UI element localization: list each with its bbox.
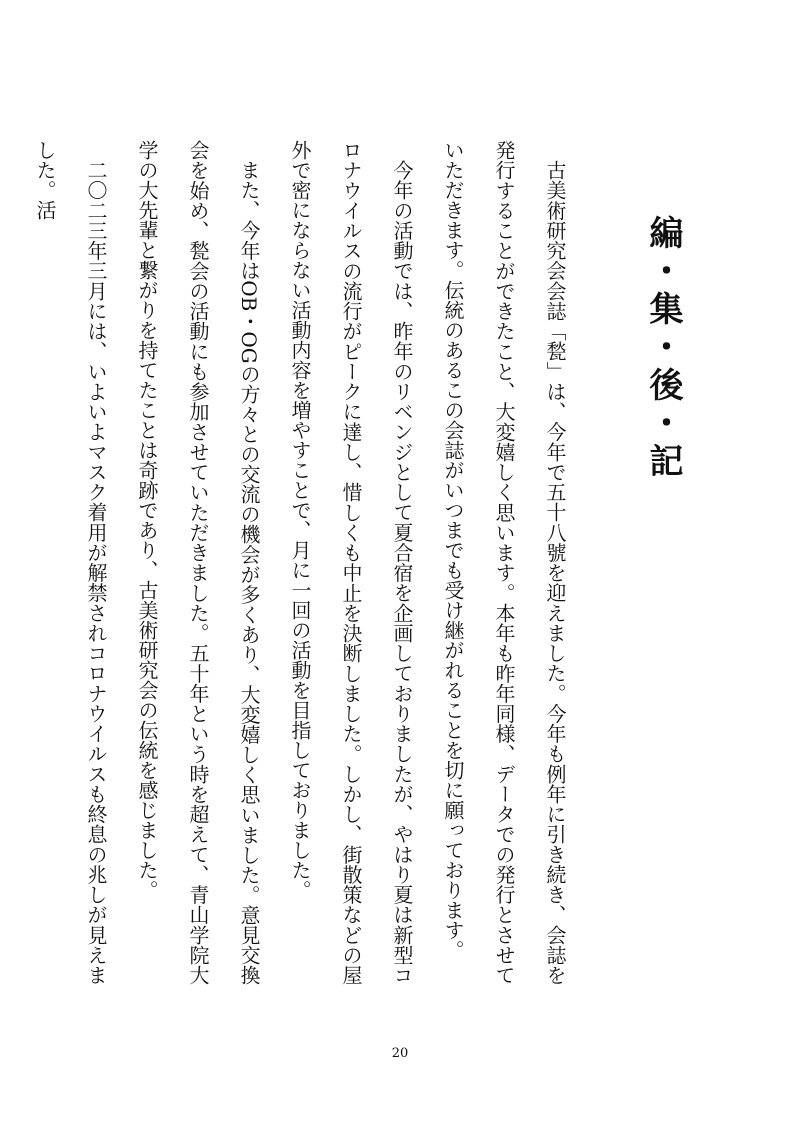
paragraph-1: 古美術研究会会誌「甃」は、今年で五十八號を迎えました。今年も例年に引き続き、会誌を発行することができたこと、大変嬉しく思います。本年も昨年同様、データでの発行とさせていただきます。伝統のあるこの会誌がいつまでも受け継がれることを切に願っております。 — [441, 140, 567, 985]
body-text — [33, 140, 580, 985]
page-number: 20 — [391, 1046, 409, 1061]
page-title: 編・集・後・記 — [643, 215, 683, 481]
paragraph-4: 二〇二三年三月には、いよいよマスク着用が解禁されコロナウイルスも終息の兆しが見えました。活 — [33, 140, 108, 985]
paragraph-2: 今年の活動では、昨年のリベンジとして夏合宿を企画しておりましたが、やはり夏は新型コロナウイルスの流行がピークに達し、惜しくも中止を決断しました。しかし、街散策などの屋外で密にならない活動内容を増やすことで、月に一回の活動を目指しておりました。 — [288, 140, 414, 985]
paragraph-3: また、今年はOB・OGの方々との交流の機会が多くあり、大変嬉しく思いました。意見交換会を始め、甃会の活動にも参加させていただきました。五十年という時を超えて、青山学院大学の大先輩と繋がりを持てたことは奇跡であり、古美術研究会の伝統を感じました。 — [135, 140, 261, 985]
